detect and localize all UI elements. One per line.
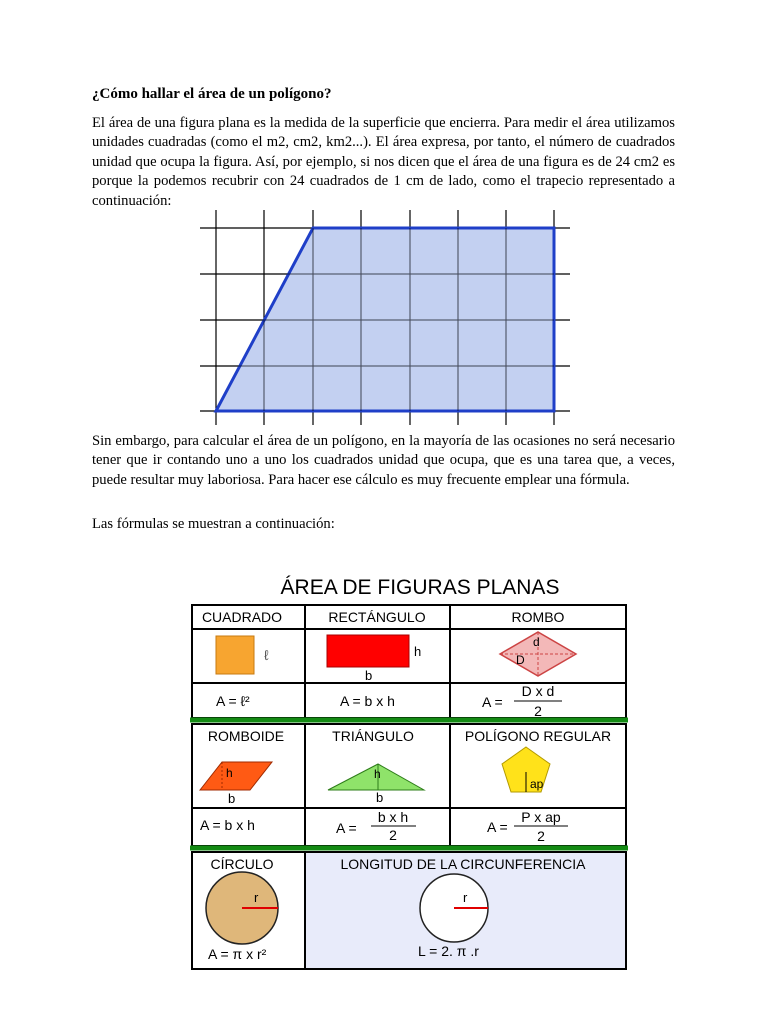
triangle-b-label: b bbox=[376, 790, 384, 805]
rhombus-d-label: d bbox=[533, 635, 540, 649]
circulo-formula: A = π x r² bbox=[208, 946, 267, 962]
pentagon-ap-label: ap bbox=[530, 777, 544, 791]
romboide-formula: A = b x h bbox=[200, 817, 255, 833]
second-paragraph: Sin embargo, para calcular el área de un polígono, en la mayoría de las ocasiones no será necesario tener que ir contando uno a uno los cuadrados unidad que ocupa, que es una tarea que, a veces, puede resultar muy laboriosa. Para hacer ese cálculo es muy frecuente emplear una fórmula. bbox=[92, 433, 675, 488]
rombo-denominator: 2 bbox=[534, 703, 542, 719]
longitud-formula: L = 2. π .r bbox=[418, 943, 479, 959]
triangulo-label: TRIÁNGULO bbox=[332, 728, 414, 744]
poligono-denominator: 2 bbox=[537, 828, 545, 844]
rectangle-h-label: h bbox=[414, 644, 422, 659]
intro-paragraph: El área de una figura plana es la medida de la superficie que encierra. Para medir el área utilizamos unidades cuadradas (como el m2, cm2, km2...). El área expresa, por tanto, el número de cuadrados unidad que ocupa la figura. Así, por ejemplo, si nos dicen que el área de una figura es de 24 cm2 es porque la podemos recubrir con 24 cuadrados de 1 cm de lado, como el trapecio representado a continuación: bbox=[92, 115, 675, 209]
triangulo-denominator: 2 bbox=[389, 827, 397, 843]
table-title: ÁREA DE FIGURAS PLANAS bbox=[280, 576, 560, 599]
rectangle-b-label: b bbox=[365, 668, 373, 683]
poligono-label: POLÍGONO REGULAR bbox=[464, 728, 612, 744]
romboide-b-label: b bbox=[228, 791, 236, 806]
square-side-label: ℓ bbox=[264, 647, 269, 663]
romboide-label: ROMBOIDE bbox=[207, 728, 285, 744]
romboide-shape bbox=[200, 762, 272, 790]
page-heading: ¿Cómo hallar el área de un polígono? bbox=[92, 86, 332, 102]
triangle-h-label: h bbox=[374, 767, 381, 781]
area-formulas-table bbox=[180, 552, 660, 974]
formulas-intro: Las fórmulas se muestran a continuación: bbox=[92, 516, 335, 532]
poligono-numerator: P x ap bbox=[521, 809, 561, 825]
rectangle-shape bbox=[327, 635, 409, 667]
romboide-h-label: h bbox=[226, 766, 233, 780]
rombo-lhs: A = bbox=[482, 694, 503, 710]
trapezoid-grid-figure bbox=[200, 210, 570, 430]
poligono-lhs: A = bbox=[487, 819, 508, 835]
circle-r-label: r bbox=[254, 890, 259, 905]
rectangulo-label: RECTÁNGULO bbox=[328, 609, 426, 625]
rectangulo-formula: A = b x h bbox=[340, 693, 395, 709]
cuadrado-label: CUADRADO bbox=[201, 609, 283, 625]
square-shape bbox=[216, 636, 254, 674]
cuadrado-formula: A = ℓ² bbox=[216, 693, 250, 709]
circumference-r-label: r bbox=[463, 890, 468, 905]
triangulo-numerator: b x h bbox=[377, 809, 409, 825]
rombo-numerator: D x d bbox=[521, 683, 555, 699]
circulo-label: CÍRCULO bbox=[210, 856, 274, 872]
longitud-label: LONGITUD DE LA CIRCUNFERENCIA bbox=[340, 856, 586, 872]
rombo-label: ROMBO bbox=[511, 609, 565, 625]
rhombus-D-label: D bbox=[516, 653, 525, 667]
triangulo-lhs: A = bbox=[336, 820, 357, 836]
